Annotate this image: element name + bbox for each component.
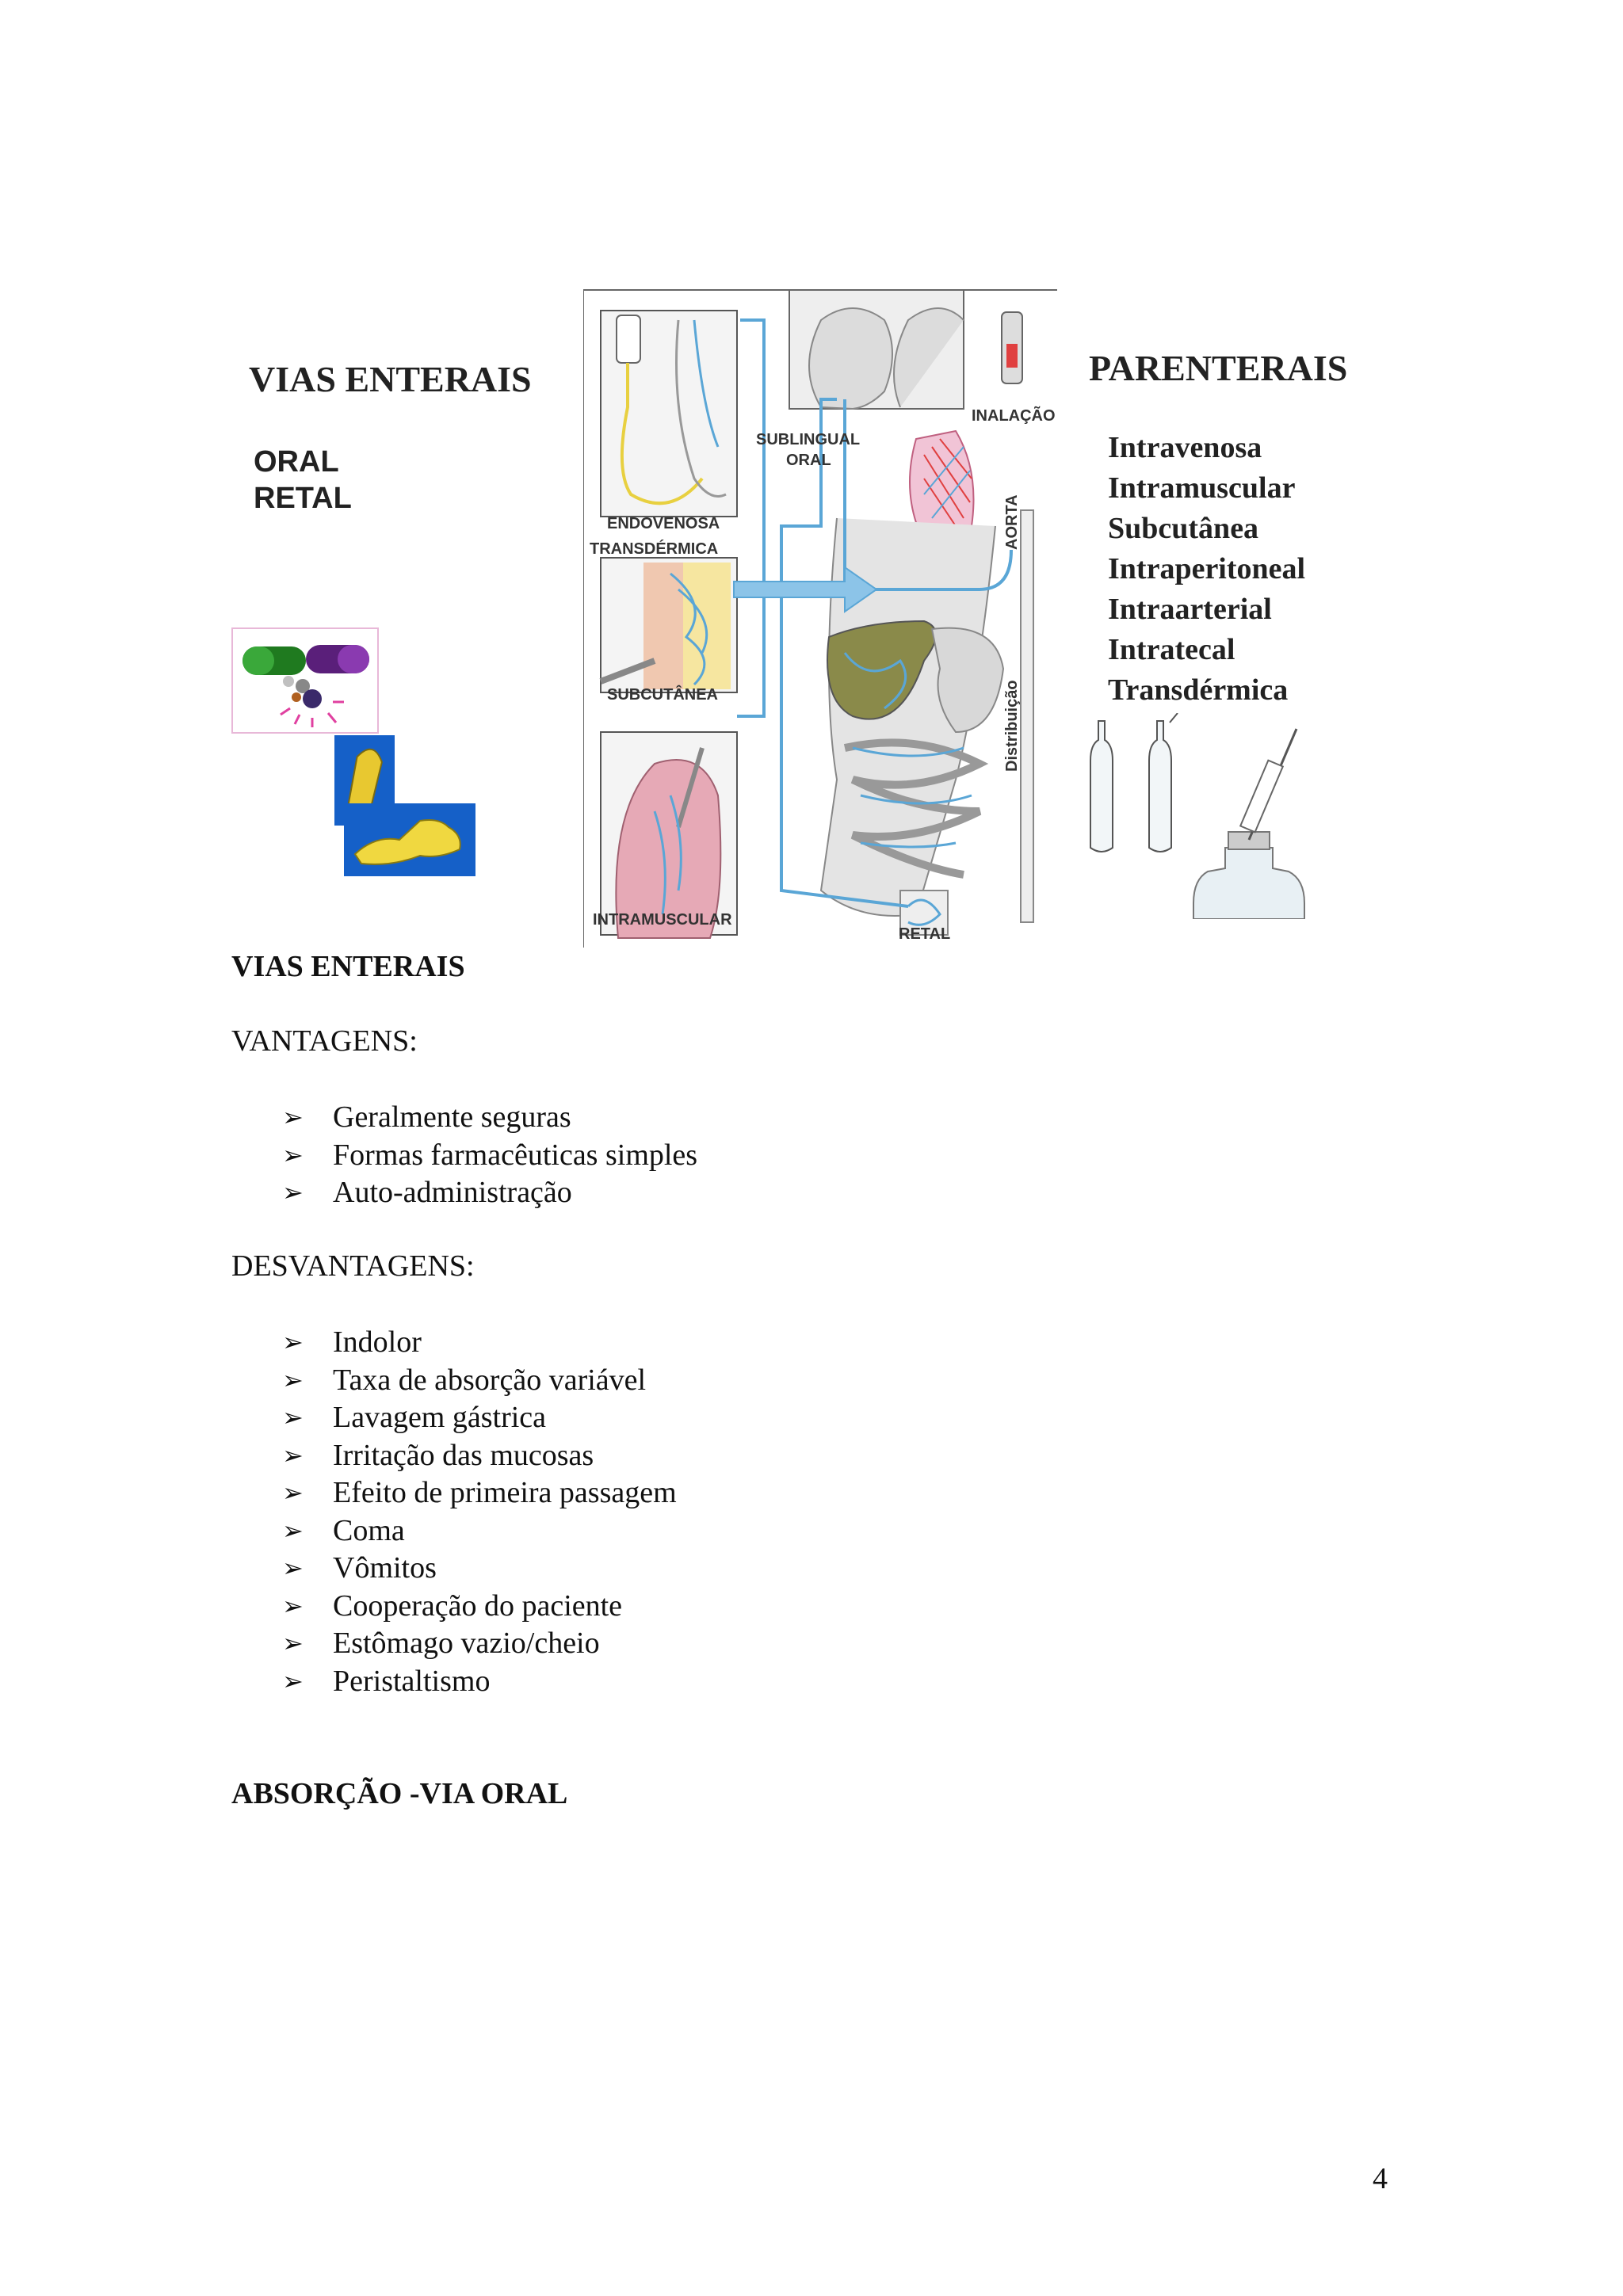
routes-figure — [230, 285, 1403, 951]
green-capsule-icon — [242, 646, 306, 675]
enteral-route-list — [254, 444, 352, 517]
ampoules-image — [1075, 713, 1328, 919]
list-item: ➢ Geralmente seguras — [282, 1099, 697, 1137]
parenteral-route-intraarterial: Intraarterial — [1108, 593, 1272, 626]
arrow-bullet-icon: ➢ — [282, 1628, 304, 1658]
page-number: 4 — [1373, 2162, 1388, 2195]
list-item: ➢ Efeito de primeira passagem — [282, 1474, 677, 1512]
disadvantages-label: DESVANTAGENS: — [231, 1249, 475, 1283]
label-intramuscular: INTRAMUSCULAR — [593, 911, 732, 929]
parenteral-route-intratecal: Intratecal — [1108, 633, 1235, 666]
disadvantages-list — [282, 1324, 677, 1700]
capsules-image — [231, 627, 379, 734]
enteral-title: VIAS ENTERAIS — [249, 359, 532, 399]
arrow-bullet-icon: ➢ — [282, 1665, 304, 1696]
arrow-bullet-icon: ➢ — [282, 1515, 304, 1546]
arrow-bullet-icon: ➢ — [282, 1327, 304, 1357]
ampoule-icon — [1090, 721, 1171, 852]
list-item: ➢ Estômago vazio/cheio — [282, 1625, 677, 1663]
list-item: ➢ Auto-administração — [282, 1174, 697, 1212]
label-transdermica: TRANSDÉRMICA — [590, 540, 719, 558]
parenteral-route-subcutanea: Subcutânea — [1108, 512, 1259, 545]
list-item: ➢ Taxa de absorção variável — [282, 1362, 677, 1400]
list-item: ➢ Lavagem gástrica — [282, 1399, 677, 1437]
subsection-heading: ABSORÇÃO -VIA ORAL — [231, 1777, 568, 1810]
label-subcutanea: SUBCUTÂNEA — [607, 686, 718, 704]
vial-syringe-icon — [1193, 729, 1304, 919]
arrow-bullet-icon: ➢ — [282, 1102, 304, 1132]
list-item: ➢ Cooperação do paciente — [282, 1588, 677, 1626]
anatomy-diagram — [583, 288, 1057, 948]
advantages-list — [282, 1099, 697, 1212]
label-inalacao: INALAÇÃO — [972, 407, 1056, 425]
label-distribuicao: Distribuição — [1003, 680, 1021, 772]
label-sublingual: SUBLINGUAL — [756, 431, 861, 448]
arrow-bullet-icon: ➢ — [282, 1139, 304, 1170]
parenteral-route-intramuscular: Intramuscular — [1108, 471, 1296, 505]
label-endovenosa: ENDOVENOSA — [607, 515, 720, 532]
arrow-bullet-icon: ➢ — [282, 1590, 304, 1621]
parenteral-route-list — [1108, 428, 1305, 711]
list-item: ➢ Vômitos — [282, 1550, 677, 1588]
suppository-pieces-image — [344, 803, 475, 876]
advantages-label: VANTAGENS: — [231, 1024, 418, 1058]
arrow-bullet-icon: ➢ — [282, 1440, 304, 1470]
arrow-bullet-icon: ➢ — [282, 1478, 304, 1508]
label-retal: RETAL — [899, 925, 951, 943]
enteral-route-retal: RETAL — [254, 482, 352, 515]
section-heading: VIAS ENTERAIS — [231, 950, 465, 983]
enteral-route-oral: ORAL — [254, 445, 339, 479]
list-item: ➢ Peristaltismo — [282, 1663, 677, 1701]
arrow-bullet-icon: ➢ — [282, 1402, 304, 1432]
parenteral-route-intraperitoneal: Intraperitoneal — [1108, 552, 1306, 585]
label-aorta: AORTA — [1003, 494, 1021, 550]
label-oral: ORAL — [786, 452, 831, 469]
parenteral-route-transdermica: Transdérmica — [1108, 673, 1289, 707]
arrow-bullet-icon: ➢ — [282, 1553, 304, 1583]
parenteral-route-intravenosa: Intravenosa — [1108, 431, 1262, 464]
arrow-bullet-icon: ➢ — [282, 1177, 304, 1207]
arrow-bullet-icon: ➢ — [282, 1364, 304, 1395]
list-item: ➢ Coma — [282, 1512, 677, 1550]
list-item: ➢ Irritação das mucosas — [282, 1437, 677, 1475]
list-item: ➢ Formas farmacêuticas simples — [282, 1137, 697, 1175]
parenteral-title: PARENTERAIS — [1089, 348, 1348, 388]
list-item: ➢ Indolor — [282, 1324, 677, 1362]
purple-capsule-icon — [306, 645, 369, 673]
